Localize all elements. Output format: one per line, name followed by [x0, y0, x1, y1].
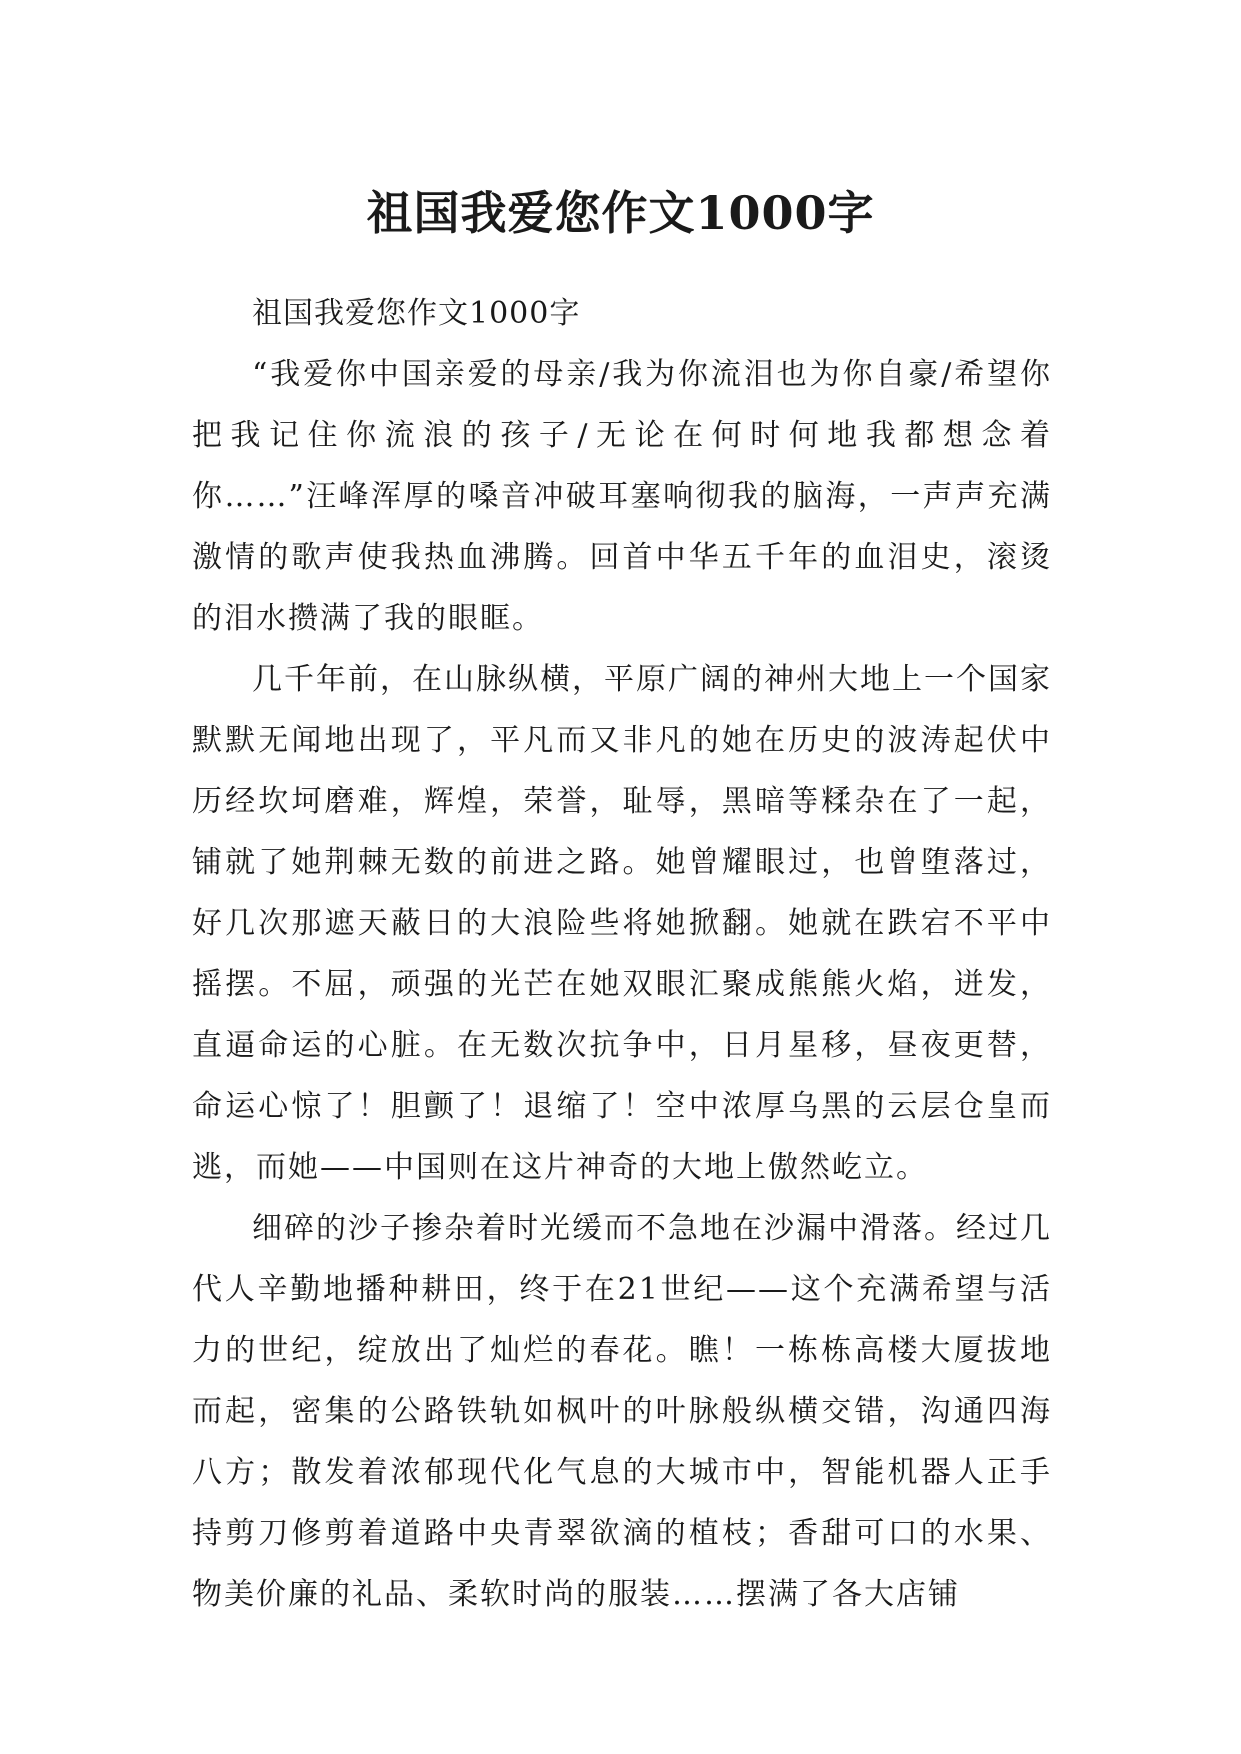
- document-subtitle: 祖国我爱您作文1000字: [252, 296, 581, 331]
- paragraph-song-lyrics: “我爱你中国亲爱的母亲/我为你流泪也为你自豪/希望你把我记住你流浪的孩子/无论在何时何地我都想念着你……”汪峰浑厚的嗓音冲破耳塞响彻我的脑海，一声声充满激情的歌声使我热血沸腾。回首中华五千年的血泪史，滚烫的泪水攒满了我的眼眶。: [192, 357, 1052, 636]
- document-body: [192, 283, 1052, 1625]
- paragraph-history: 几千年前，在山脉纵横，平原广阔的神州大地上一个国家默默无闻地出现了，平凡而又非凡的她在历史的波涛起伏中历经坎坷磨难，辉煌，荣誉，耻辱，黑暗等糅杂在了一起，铺就了她荆棘无数的前进之路。她曾耀眼过，也曾堕落过，好几次那遮天蔽日的大浪险些将她掀翻。她就在跌宕不平中摇摆。不屈，顽强的光芒在她双眼汇聚成熊熊火焰，迸发，直逼命运的心脏。在无数次抗争中，日月星移，昼夜更替，命运心惊了！胆颤了！退缩了！空中浓厚乌黑的云层仓皇而逃，而她——中国则在这片神奇的大地上傲然屹立。: [192, 662, 1052, 1185]
- paragraph-modern-china: 细碎的沙子掺杂着时光缓而不急地在沙漏中滑落。经过几代人辛勤地播种耕田，终于在21世纪——这个充满希望与活力的世纪，绽放出了灿烂的春花。瞧！一栋栋高楼大厦拔地而起，密集的公路铁轨如枫叶的叶脉般纵横交错，沟通四海八方；散发着浓郁现代化气息的大城市中，智能机器人正手持剪刀修剪着道路中央青翠欲滴的植枝；香甜可口的水果、物美价廉的礼品、柔软时尚的服装……摆满了各大店铺: [192, 1211, 1052, 1612]
- document-title: 祖国我爱您作文1000字: [366, 185, 875, 240]
